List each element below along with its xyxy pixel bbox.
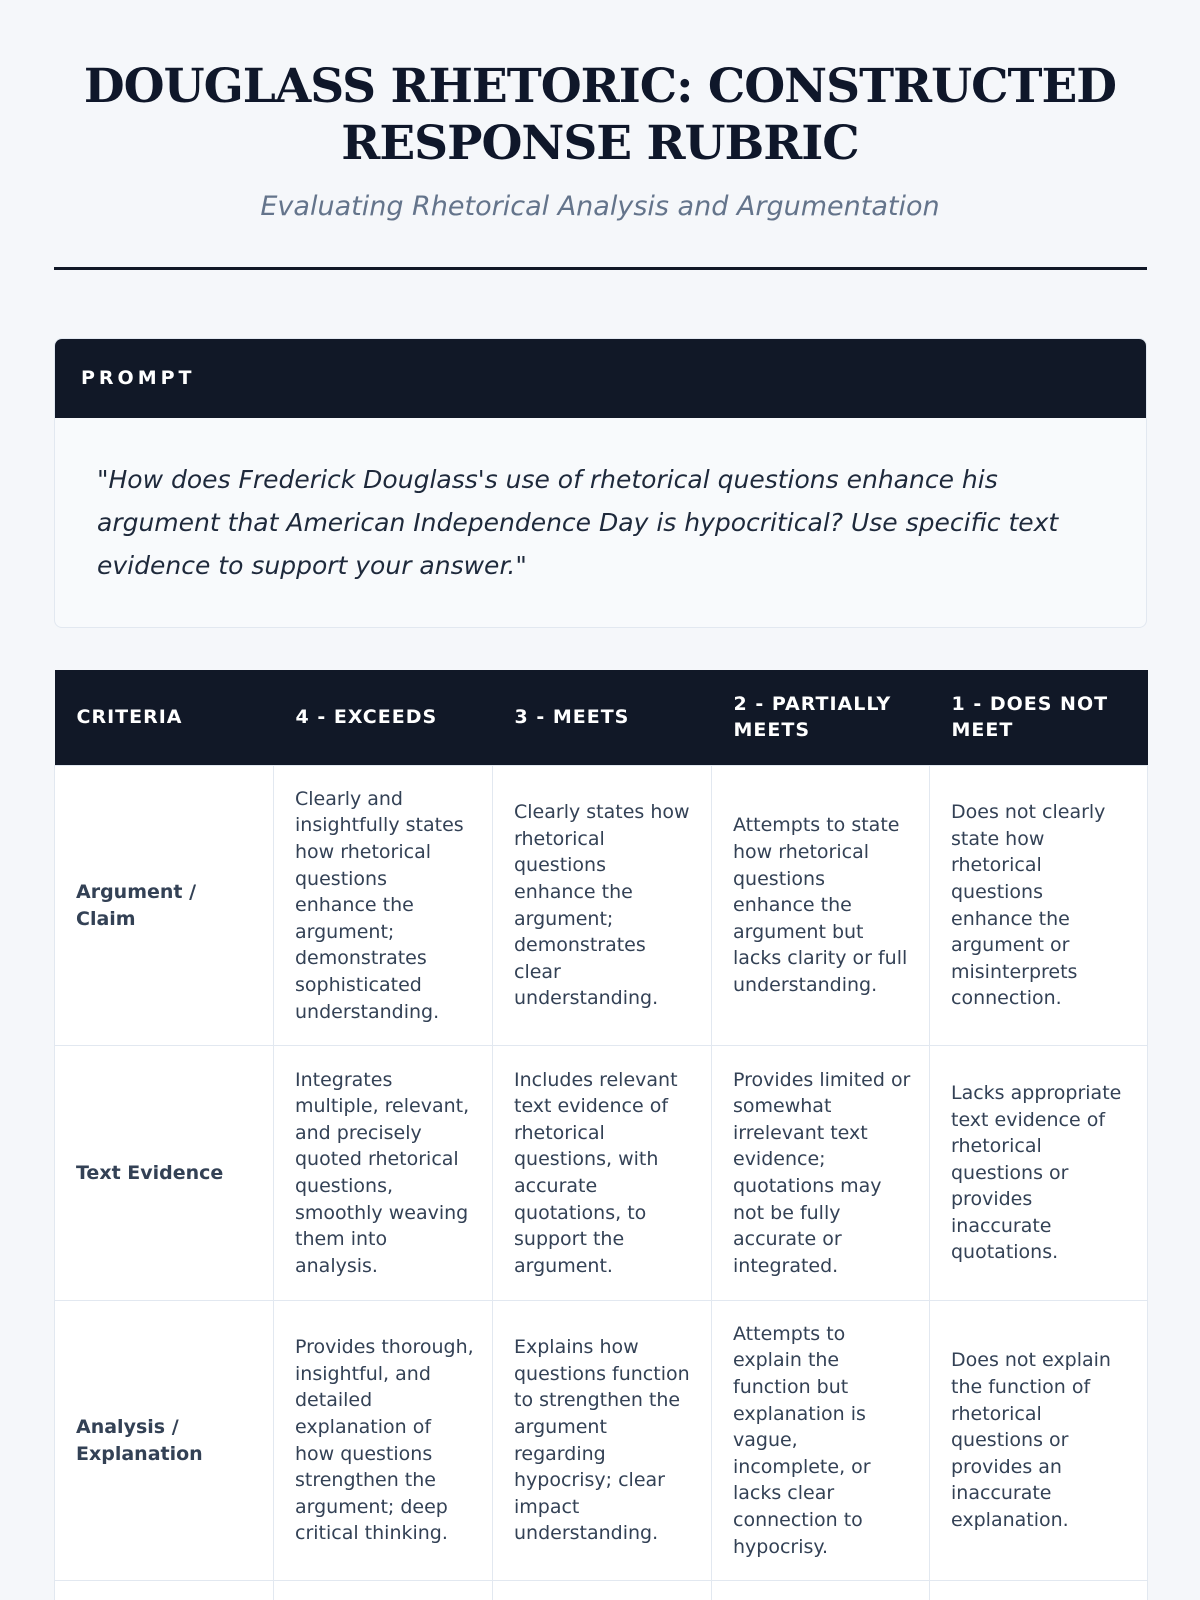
descriptor-cell (493, 1581, 712, 1600)
table-row (55, 766, 1148, 1046)
descriptor-cell: Explains how questions function to strengthen the argument regarding hypocrisy; clear impact understanding. (493, 1301, 712, 1581)
descriptor-cell: Lacks appropriate text evidence of rhetorical questions or provides inaccurate quotations. (930, 1046, 1148, 1301)
descriptor-cell: Provides thorough, insightful, and detailed explanation of how questions strengthen the argument; deep critical thinking. (274, 1301, 493, 1581)
header-level-2: 2 - PARTIALLY MEETS (712, 670, 930, 766)
rubric-table (54, 670, 1148, 1600)
table-row (55, 1301, 1148, 1581)
descriptor-cell (930, 1581, 1148, 1600)
header-level-4: 4 - EXCEEDS (274, 670, 493, 766)
rubric-header-row (55, 670, 1148, 766)
descriptor-cell: Provides limited or somewhat irrelevant text evidence; quotations may not be fully accurate or integrated. (712, 1046, 930, 1301)
table-row (55, 1046, 1148, 1301)
header-level-3: 3 - MEETS (493, 670, 712, 766)
descriptor-cell: Does not explain the function of rhetorical questions or provides an inaccurate explanation. (930, 1301, 1148, 1581)
descriptor-cell: Clearly and insightfully states how rhetorical questions enhance the argument; demonstrates sophisticated understanding. (274, 766, 493, 1046)
descriptor-cell (274, 1581, 493, 1600)
title-divider (54, 267, 1147, 270)
descriptor-cell: Attempts to state how rhetorical questions enhance the argument but lacks clarity or full understanding. (712, 766, 930, 1046)
descriptor-cell (712, 1581, 930, 1600)
prompt-label: PROMPT (55, 339, 1146, 418)
descriptor-cell: Clearly states how rhetorical questions enhance the argument; demonstrates clear understanding. (493, 766, 712, 1046)
criteria-cell: Analysis / Explanation (55, 1301, 274, 1581)
page-title: DOUGLASS RHETORIC: CONSTRUCTED RESPONSE RUBRIC (83, 59, 1117, 171)
header-criteria: CRITERIA (55, 670, 274, 766)
prompt-card (54, 338, 1147, 628)
descriptor-cell: Includes relevant text evidence of rhetorical questions, with accurate quotations, to support the argument. (493, 1046, 712, 1301)
descriptor-cell: Attempts to explain the function but explanation is vague, incomplete, or lacks clear connection to hypocrisy. (712, 1301, 930, 1581)
prompt-text: "How does Frederick Douglass's use of rhetorical questions enhance his argument that American Independence Day is hypocritical? Use specific text evidence to support your answer." (97, 465, 1059, 580)
criteria-cell: Argument / Claim (55, 766, 274, 1046)
criteria-cell (55, 1581, 274, 1600)
page-subtitle: Evaluating Rhetorical Analysis and Argumentation (260, 191, 940, 222)
criteria-cell: Text Evidence (55, 1046, 274, 1301)
header-level-1: 1 - DOES NOT MEET (930, 670, 1148, 766)
table-row-partial (55, 1581, 1148, 1600)
descriptor-cell: Does not clearly state how rhetorical questions enhance the argument or misinterprets connection. (930, 766, 1148, 1046)
descriptor-cell: Integrates multiple, relevant, and precisely quoted rhetorical questions, smoothly weaving them into analysis. (274, 1046, 493, 1301)
